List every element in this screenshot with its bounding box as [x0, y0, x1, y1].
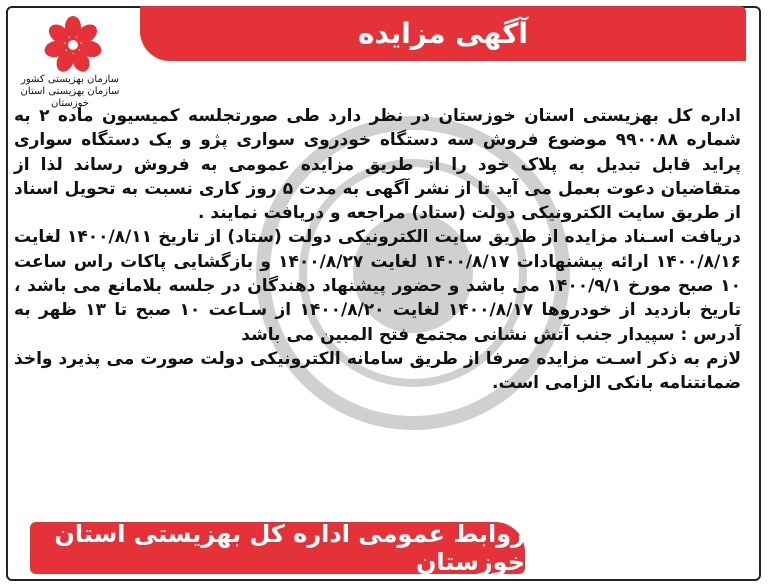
page-title: آگهی مزایده — [357, 17, 528, 50]
notice-paragraph-1: اداره کل بهزیستی استان خوزستان در نظر دارد طی صورتجلسه کمیسیون ماده ۲ به شماره ۹۹۰۰۸۸ موضوع فروش سه دستگاه خودروی سواری پژو و یک دستگاه سواری پراید قابل تبدیل به پلاک خود را از طریق مزایده عمومی به فروش رساند لذا از متقاضیان دعوت بعمل می آید تا از نشر آگهی به مدت ۵ روز کاری نسبت به تحویل اسناد از طریق سایت الکترونیکی دولت (ستاد) مراجعه و دریافت نمایند . — [14, 106, 741, 224]
notice-paragraph-2: دریافت اسـناد مزایده از طریق سایت الکترونیکی دولت (ستاد) از تاریخ ۱۴۰۰/۸/۱۱ لغایت ۱۴۰۰/۸/۱۶ ارائه پیشنهادات ۱۴۰۰/۸/۱۷ لغایت ۱۴۰۰/۸/۲۷ و بازگشایی پاکات راس ساعت ۱۰ صبح مورخ ۱۴۰۰/۹/۱ می باشد و حضور پیشنهاد دهندگان در جلسه بلامانع می باشد ، تاریخ بازدید از خودروها ۱۴۰۰/۸/۱۷ لغایت ۱۴۰۰/۸/۲۰ از سـاعت ۱۰ صبح تا ۱۳ ظهر به آدرس : سپیدار جنب آتش نشانی مجتمع فتح المبین می باشد — [14, 227, 741, 345]
footer-title: روابط عمومی اداره کل بهزیستی استان خوزستان — [54, 520, 525, 576]
title-banner — [140, 6, 746, 61]
footer-banner — [30, 522, 525, 574]
notice-paragraph-3: لازم به ذکر اسـت مزایده صرفا از طریق سامانه الکترونیکی دولت صورت می پذیرد واخذ ضمانتنامه بانکی الزامی است. — [14, 348, 741, 394]
notice-body — [14, 104, 741, 516]
org-name-line1: سازمان بهزیستی کشور — [20, 74, 119, 85]
org-name-line2: سازمان بهزیستی استان خوزستان — [20, 86, 120, 109]
